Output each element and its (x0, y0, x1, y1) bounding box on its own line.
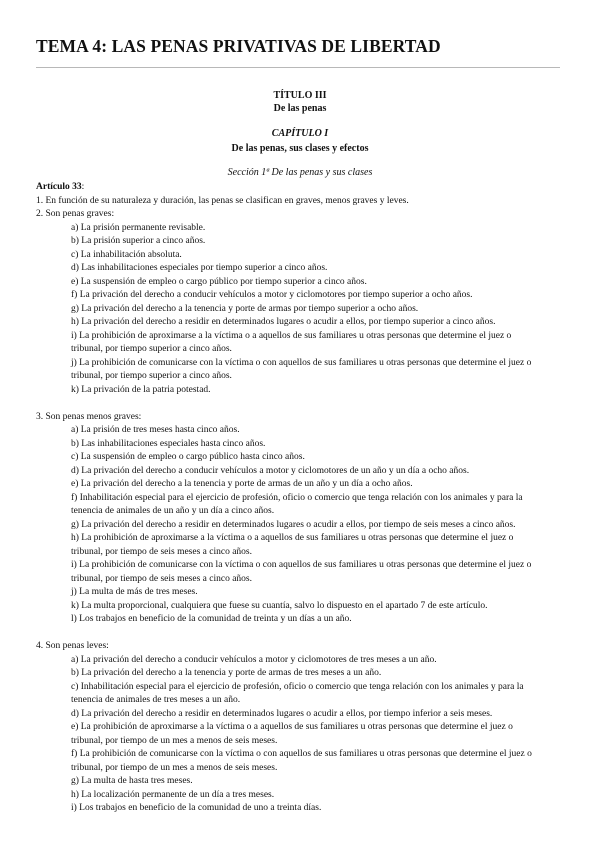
menos-graves-item: e) La privación del derecho a la tenencia y porte de armas de un año y un día a ocho años. (71, 479, 413, 489)
graves-item: d) Las inhabilitaciones especiales por tiempo superior a cinco años. (71, 263, 328, 273)
titulo-subheading: De las penas (273, 103, 327, 114)
graves-item: i) La prohibición de aproximarse a la víctima o a aquellos de sus familiares u otras personas que determine el juez o (71, 331, 512, 341)
menos-graves-item: j) La multa de más de tres meses. (71, 587, 198, 597)
leves-item-continued: tribunal, por tiempo de un mes a menos de seis meses. (71, 736, 278, 746)
menos-graves-item: k) La multa proporcional, cualquiera que fuese su cuantía, salvo lo dispuesto en el apartado 7 de este artículo. (71, 601, 488, 611)
menos-graves-item: c) La suspensión de empleo o cargo público hasta cinco años. (71, 452, 305, 462)
menos-graves-item-continued: tribunal, por tiempo de seis meses a cinco años. (71, 547, 252, 557)
menos-graves-item: g) La privación del derecho a residir en determinados lugares o acudir a ellos, por tiempo de seis meses a cinco años. (71, 520, 516, 530)
menos-graves-item: h) La prohibición de aproximarse a la víctima o a aquellos de sus familiares u otras personas que determine el juez o (71, 533, 514, 543)
menos-graves-item-continued: tenencia de animales de un año y un día a cinco años. (71, 506, 275, 516)
graves-item: b) La prisión superior a cinco años. (71, 236, 206, 246)
leves-item: i) Los trabajos en beneficio de la comunidad de uno a treinta días. (71, 803, 322, 813)
graves-item-continued: tribunal, por tiempo superior a cinco años. (71, 371, 232, 381)
menos-graves-item-continued: tribunal, por tiempo de seis meses a cinco años. (71, 574, 252, 584)
paragraph-2: 2. Son penas graves: (36, 209, 115, 219)
graves-item: a) La prisión permanente revisable. (71, 223, 206, 233)
paragraph-4: 4. Son penas leves: (36, 641, 109, 651)
graves-item-continued: tribunal, por tiempo superior a cinco años. (71, 344, 232, 354)
graves-item: k) La privación de la patria potestad. (71, 385, 211, 395)
leves-item: c) Inhabilitación especial para el ejercicio de profesión, oficio o comercio que tenga relación con los animales y para la (71, 682, 524, 692)
leves-item: h) La localización permanente de un día a tres meses. (71, 790, 275, 800)
menos-graves-item: a) La prisión de tres meses hasta cinco años. (71, 425, 240, 435)
graves-item: c) La inhabilitación absoluta. (71, 250, 182, 260)
graves-item: j) La prohibición de comunicarse con la víctima o con aquellos de sus familiares u otras personas que determine el juez o (71, 358, 532, 368)
leves-item: f) La prohibición de comunicarse con la víctima o con aquellos de sus familiares u otras personas que determine el juez o (71, 749, 532, 759)
leves-item-continued: tribunal, por tiempo de un mes a menos de seis meses. (71, 763, 278, 773)
leves-item: d) La privación del derecho a residir en determinados lugares o acudir a ellos, por tiempo inferior a seis meses. (71, 709, 493, 719)
article-heading (36, 181, 84, 193)
graves-item: f) La privación del derecho a conducir vehículos a motor y ciclomotores por tiempo superior a ocho años. (71, 290, 473, 300)
leves-item: e) La prohibición de aproximarse a la víctima o a aquellos de sus familiares u otras personas que determine el juez o (71, 722, 513, 732)
article-title: Artículo 33 (36, 182, 82, 192)
leves-item: a) La privación del derecho a conducir vehículos a motor y ciclomotores de tres meses a un año. (71, 655, 437, 665)
capitulo-subheading: De las penas, sus clases y efectos (231, 143, 369, 154)
article-title-suffix: : (81, 182, 85, 192)
menos-graves-item: l) Los trabajos en beneficio de la comunidad de treinta y un días a un año. (71, 614, 352, 624)
capitulo-heading: CAPÍTULO I (271, 128, 329, 139)
menos-graves-item: i) La prohibición de comunicarse con la víctima o con aquellos de sus familiares u otras personas que determine el juez o (71, 560, 532, 570)
leves-item-continued: tenencia de animales de tres meses a un año. (71, 695, 241, 705)
page-title: TEMA 4: LAS PENAS PRIVATIVAS DE LIBERTAD (36, 36, 441, 56)
menos-graves-item: f) Inhabilitación especial para el ejercicio de profesión, oficio o comercio que tenga relación con los animales y para la (71, 493, 523, 503)
menos-graves-item: b) Las inhabilitaciones especiales hasta cinco años. (71, 439, 266, 449)
paragraph-1: 1. En función de su naturaleza y duración, las penas se clasifican en graves, menos graves y leves. (36, 196, 409, 206)
paragraph-3: 3. Son penas menos graves: (36, 412, 142, 422)
graves-item: h) La privación del derecho a residir en determinados lugares o acudir a ellos, por tiempo superior a cinco años. (71, 317, 496, 327)
menos-graves-item: d) La privación del derecho a conducir vehículos a motor y ciclomotores de un año y un día a ocho años. (71, 466, 470, 476)
title-divider (36, 67, 560, 68)
graves-item: g) La privación del derecho a la tenencia y porte de armas por tiempo superior a ocho años. (71, 304, 419, 314)
titulo-heading: TÍTULO III (273, 90, 327, 101)
leves-item: g) La multa de hasta tres meses. (71, 776, 193, 786)
leves-item: b) La privación del derecho a la tenencia y porte de armas de tres meses a un año. (71, 668, 382, 678)
seccion-heading: Sección 1ª De las penas y sus clases (227, 167, 373, 178)
graves-item: e) La suspensión de empleo o cargo público por tiempo superior a cinco años. (71, 277, 367, 287)
